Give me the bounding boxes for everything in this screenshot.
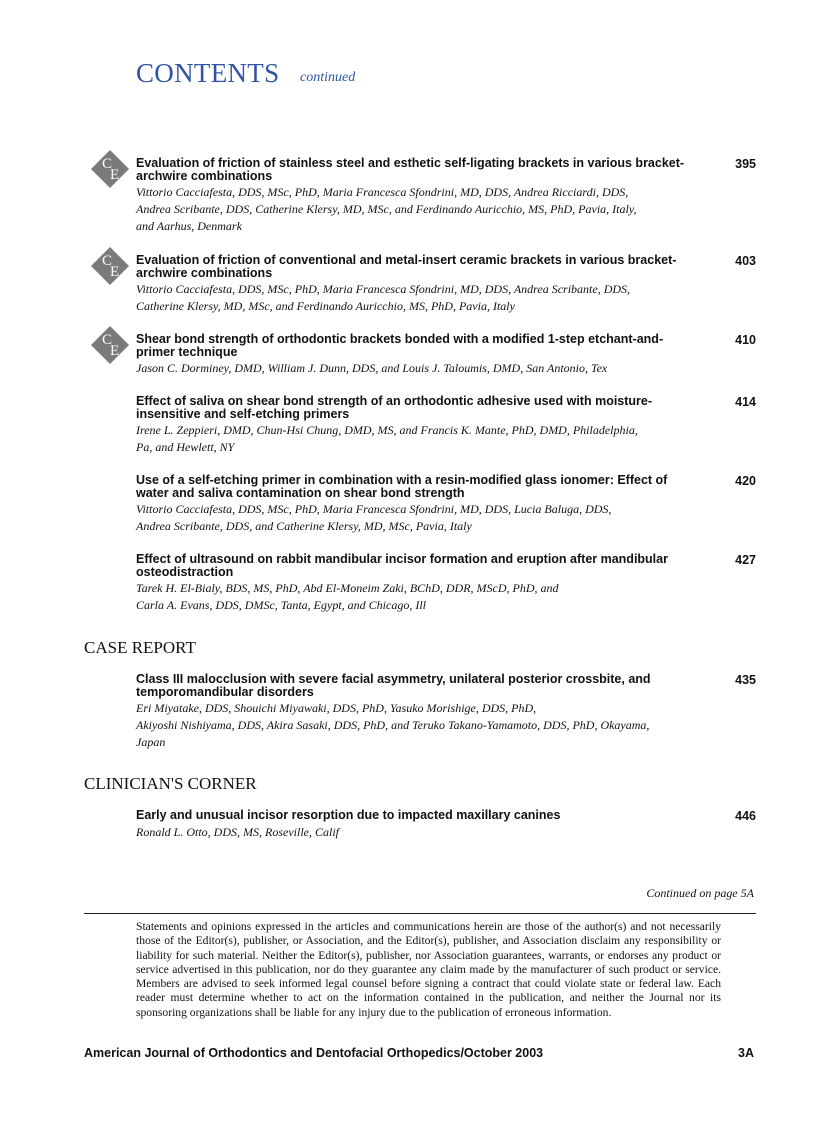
section-heading: CASE REPORT — [84, 638, 196, 657]
svg-text:C: C — [102, 253, 113, 269]
author-line: Akiyoshi Nishiyama, DDS, Akira Sasaki, DDS, PhD, and Teruko Takano-Yamamoto, DDS, PhD, Okayama, — [136, 718, 650, 732]
toc-entry[interactable] — [102, 156, 756, 235]
author-line: Vittorio Cacciafesta, DDS, MSc, PhD, Maria Francesca Sfondrini, MD, DDS, Andrea Scribante, DDS, — [136, 282, 631, 296]
entry-title-line[interactable]: water and saliva contamination on shear bond strength — [136, 485, 465, 500]
entry-title[interactable] — [136, 333, 726, 358]
author-line: Tarek H. El-Bialy, BDS, MS, PhD, Abd El-Moneim Zaki, BChD, DDR, MScD, PhD, and — [136, 581, 559, 595]
toc-entry[interactable] — [136, 395, 756, 456]
author-line: Eri Miyatake, DDS, Shouichi Miyawaki, DDS, PhD, Yasuko Morishige, DDS, PhD, — [136, 701, 537, 715]
entry-title-line[interactable]: Shear bond strength of orthodontic brackets bonded with a modified 1-step etchant-and- — [136, 332, 664, 346]
entry-title[interactable] — [136, 254, 726, 279]
entry-title-line[interactable]: Evaluation of friction of stainless steel and esthetic self-ligating brackets in various bracket- — [136, 156, 685, 170]
entry-authors — [136, 501, 716, 535]
disclaimer: Statements and opinions expressed in the articles and communications herein are those of the author(s) and not necessarily those of the Editor(s), publisher, or Association, and the Editor(s), publisher, and Association disclaim any responsibility or liability for such material. Neither the Editor(s), publisher, nor Association guarantees, warrants, or endorses any product or service advertised in this publication, nor do they guarantee any claim made by the manufacturer of such product or service. Members are advised to seek informed legal counsel before signing a contract that could violate state or federal law. Each reader must determine whether to act on the information contained in the publication, and neither the Journal nor its sponsoring organizations shall be liable for any injury due to the publication of erroneous information. — [136, 920, 721, 1019]
svg-text:C: C — [102, 332, 113, 348]
svg-text:C: C — [102, 156, 113, 172]
entry-title-line[interactable]: Class III malocclusion with severe facial asymmetry, unilateral posterior crossbite, and — [136, 672, 651, 686]
author-line: Ronald L. Otto, DDS, MS, Roseville, Calif — [136, 824, 339, 839]
entry-authors — [136, 580, 716, 614]
section-heading: CLINICIAN'S CORNER — [84, 774, 257, 793]
author-line: Andrea Scribante, DDS, and Catherine Klersy, MD, MSc, Pavia, Italy — [136, 519, 472, 533]
entry-title[interactable] — [136, 673, 726, 698]
toc-entry[interactable] — [136, 474, 756, 535]
author-line: Irene L. Zeppieri, DMD, Chun-Hsi Chung, DMD, MS, and Francis K. Mante, PhD, DMD, Philadelphia, — [136, 423, 638, 437]
author-line: Andrea Scribante, DDS, Catherine Klersy, MD, MSc, and Ferdinando Auricchio, MS, PhD, Pavia, Italy, — [136, 202, 637, 216]
entry-title[interactable] — [136, 395, 726, 420]
author-line: Vittorio Cacciafesta, DDS, MSc, PhD, Maria Francesca Sfondrini, MD, DDS, Lucia Baluga, DDS, — [136, 502, 612, 516]
page-subtitle: continued — [300, 70, 356, 85]
ce-badge-icon — [90, 246, 130, 286]
divider — [84, 913, 756, 914]
footer-page-number: 3A — [738, 1046, 754, 1060]
entry-page-number: 427 — [735, 553, 756, 567]
entry-page-number: 446 — [735, 809, 756, 823]
entry-title-line[interactable]: Effect of saliva on shear bond strength of an orthodontic adhesive used with moisture- — [136, 394, 653, 408]
entry-title[interactable] — [136, 157, 726, 182]
entry-title-line[interactable]: archwire combinations — [136, 168, 273, 183]
author-line: Carla A. Evans, DDS, DMSc, Tanta, Egypt, and Chicago, Ill — [136, 598, 426, 612]
entry-page-number: 435 — [735, 673, 756, 687]
entry-title-line[interactable]: osteodistraction — [136, 564, 234, 579]
toc-entry[interactable] — [136, 553, 756, 614]
toc-entry[interactable] — [102, 332, 756, 377]
svg-text:E: E — [110, 167, 120, 183]
entry-title-line[interactable]: insensitive and self-etching primers — [136, 406, 350, 421]
author-line: Catherine Klersy, MD, MSc, and Ferdinando Auricchio, MS, PhD, Pavia, Italy — [136, 299, 515, 313]
entry-title[interactable] — [136, 553, 726, 578]
entry-title[interactable] — [136, 809, 726, 822]
toc-entry[interactable] — [136, 809, 756, 841]
author-line: Japan — [136, 735, 166, 749]
entry-title-line[interactable]: Early and unusual incisor resorption due to impacted maxillary canines — [136, 808, 561, 822]
svg-text:E: E — [110, 264, 120, 280]
entry-title-line[interactable]: Use of a self-etching primer in combination with a resin-modified glass ionomer: Effect of — [136, 473, 668, 487]
entry-page-number: 410 — [735, 333, 756, 347]
toc-entry[interactable] — [136, 673, 756, 751]
entry-title[interactable] — [136, 474, 726, 499]
entry-authors — [136, 422, 716, 456]
entry-page-number: 414 — [735, 395, 756, 409]
entry-title-line[interactable]: primer technique — [136, 344, 238, 359]
entry-title-line[interactable]: Effect of ultrasound on rabbit mandibular incisor formation and eruption after mandibular — [136, 552, 668, 566]
entry-title-line[interactable]: Evaluation of friction of conventional and metal-insert ceramic brackets in various bracket- — [136, 253, 677, 267]
entry-authors — [136, 184, 716, 235]
author-line: and Aarhus, Denmark — [136, 219, 242, 233]
entry-authors — [136, 700, 716, 751]
svg-text:E: E — [110, 343, 120, 359]
continued-note: Continued on page 5A — [646, 886, 754, 900]
entry-title-line[interactable]: archwire combinations — [136, 265, 273, 280]
entry-page-number: 420 — [735, 474, 756, 488]
entry-title-line[interactable]: temporomandibular disorders — [136, 684, 314, 699]
entry-page-number: 403 — [735, 254, 756, 268]
ce-badge-icon — [90, 149, 130, 189]
entry-authors — [136, 281, 716, 315]
author-line: Pa, and Hewlett, NY — [136, 440, 235, 454]
ce-badge-icon — [90, 325, 130, 365]
page-title: CONTENTS — [136, 58, 280, 88]
author-line: Jason C. Dorminey, DMD, William J. Dunn, DDS, and Louis J. Taloumis, DMD, San Antonio, Tex — [136, 361, 608, 375]
author-line: Vittorio Cacciafesta, DDS, MSc, PhD, Maria Francesca Sfondrini, MD, DDS, Andrea Ricciardi, DDS, — [136, 185, 629, 199]
entry-authors — [136, 360, 716, 377]
footer-journal: American Journal of Orthodontics and Dentofacial Orthopedics/October 2003 — [84, 1046, 544, 1060]
entry-authors — [136, 824, 716, 841]
toc-entry[interactable] — [102, 253, 756, 315]
entry-page-number: 395 — [735, 157, 756, 171]
